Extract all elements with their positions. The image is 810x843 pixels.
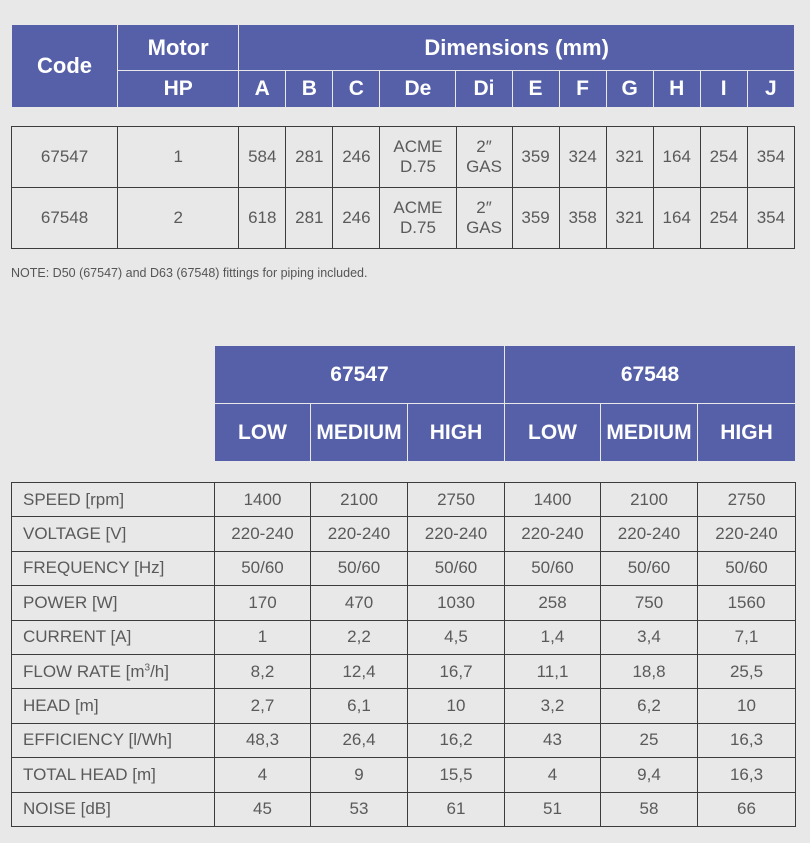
value-cell: 16,7	[408, 654, 505, 688]
value-cell: 50/60	[215, 551, 311, 585]
value-cell: 3,2	[505, 689, 601, 723]
code-cell: 67547	[12, 127, 118, 188]
dim-col-header: G	[606, 71, 653, 108]
speed-header: HIGH	[408, 404, 505, 462]
value-cell: 61	[408, 792, 505, 826]
value-cell: 220-240	[215, 517, 311, 551]
dim-col-header: De	[380, 71, 456, 108]
value-cell: 53	[311, 792, 408, 826]
code-cell: 67548	[12, 188, 118, 249]
value-cell: 2,2	[311, 620, 408, 654]
dim-cell: 2″ GAS	[456, 188, 512, 249]
hp-cell: 2	[118, 188, 239, 249]
table-row	[12, 127, 795, 188]
value-cell: 220-240	[698, 517, 796, 551]
dim-col-header: E	[512, 71, 559, 108]
value-cell: 25,5	[698, 654, 796, 688]
dimensions-header: Dimensions (mm)	[239, 25, 795, 71]
row-label: FLOW RATE $[m^3/h]$	[12, 654, 215, 688]
value-cell: 48,3	[215, 723, 311, 757]
value-cell: 58	[601, 792, 698, 826]
dim-cell: 164	[653, 188, 700, 249]
table-row	[12, 586, 796, 620]
dimensions-table-header	[11, 24, 795, 108]
dim-cell: 359	[512, 188, 559, 249]
value-cell: 2100	[601, 483, 698, 517]
value-cell: 1400	[215, 483, 311, 517]
value-cell: 50/60	[408, 551, 505, 585]
dim-cell: 246	[333, 188, 380, 249]
value-cell: 6,1	[311, 689, 408, 723]
speed-header: LOW	[505, 404, 601, 462]
table-row	[12, 792, 796, 826]
value-cell: 220-240	[601, 517, 698, 551]
row-label: VOLTAGE [V]	[12, 517, 215, 551]
value-cell: 18,8	[601, 654, 698, 688]
dim-cell: 164	[653, 127, 700, 188]
speed-header: MEDIUM	[601, 404, 698, 462]
dim-cell: 2″ GAS	[456, 127, 512, 188]
value-cell: 45	[215, 792, 311, 826]
dim-cell: 321	[606, 188, 653, 249]
value-cell: 25	[601, 723, 698, 757]
motor-header: Motor	[118, 25, 239, 71]
speed-header: LOW	[215, 404, 311, 462]
value-cell: 2750	[408, 483, 505, 517]
row-label: EFFICIENCY [l/Wh]	[12, 723, 215, 757]
value-cell: 10	[698, 689, 796, 723]
table-row	[12, 620, 796, 654]
dim-cell: ACME D.75	[380, 127, 456, 188]
value-cell: 220-240	[311, 517, 408, 551]
dim-col-header: H	[653, 71, 700, 108]
value-cell: 1400	[505, 483, 601, 517]
value-cell: 2,7	[215, 689, 311, 723]
value-cell: 16,2	[408, 723, 505, 757]
value-cell: 26,4	[311, 723, 408, 757]
value-cell: 50/60	[601, 551, 698, 585]
value-cell: 9	[311, 758, 408, 792]
dim-cell: 246	[333, 127, 380, 188]
row-label: TOTAL HEAD [m]	[12, 758, 215, 792]
dim-col-header: Di	[456, 71, 512, 108]
dim-cell: 321	[606, 127, 653, 188]
value-cell: 11,1	[505, 654, 601, 688]
value-cell: 1030	[408, 586, 505, 620]
table-row	[12, 689, 796, 723]
dim-cell: 354	[747, 188, 794, 249]
model-header: 67548	[505, 346, 796, 404]
model-header: 67547	[215, 346, 505, 404]
dim-cell: 254	[700, 127, 747, 188]
value-cell: 15,5	[408, 758, 505, 792]
value-cell: 4,5	[408, 620, 505, 654]
row-label: POWER [W]	[12, 586, 215, 620]
value-cell: 8,2	[215, 654, 311, 688]
footnote: NOTE: D50 (67547) and D63 (67548) fittings for piping included.	[11, 266, 368, 280]
value-cell: 50/60	[505, 551, 601, 585]
speed-header: HIGH	[698, 404, 796, 462]
row-label: HEAD [m]	[12, 689, 215, 723]
value-cell: 2100	[311, 483, 408, 517]
value-cell: 6,2	[601, 689, 698, 723]
table-row	[12, 551, 796, 585]
table-row	[12, 188, 795, 249]
value-cell: 1560	[698, 586, 796, 620]
value-cell: 50/60	[311, 551, 408, 585]
row-label: NOISE [dB]	[12, 792, 215, 826]
value-cell: 220-240	[408, 517, 505, 551]
value-cell: 1	[215, 620, 311, 654]
dim-col-header: F	[559, 71, 606, 108]
dim-cell: 354	[747, 127, 794, 188]
value-cell: 51	[505, 792, 601, 826]
value-cell: 1,4	[505, 620, 601, 654]
table-row	[12, 723, 796, 757]
code-header: Code	[12, 25, 118, 108]
hp-header: HP	[118, 71, 239, 108]
dim-cell: 584	[239, 127, 286, 188]
value-cell: 16,3	[698, 723, 796, 757]
value-cell: 3,4	[601, 620, 698, 654]
dimensions-table-body	[11, 126, 795, 249]
speed-header: MEDIUM	[311, 404, 408, 462]
value-cell: 750	[601, 586, 698, 620]
value-cell: 4	[505, 758, 601, 792]
value-cell: 258	[505, 586, 601, 620]
value-cell: 66	[698, 792, 796, 826]
value-cell: 16,3	[698, 758, 796, 792]
row-label: SPEED [rpm]	[12, 483, 215, 517]
value-cell: 4	[215, 758, 311, 792]
value-cell: 50/60	[698, 551, 796, 585]
dim-cell: 359	[512, 127, 559, 188]
table-row	[12, 758, 796, 792]
dim-cell: 254	[700, 188, 747, 249]
table-row	[12, 654, 796, 688]
value-cell: 10	[408, 689, 505, 723]
value-cell: 43	[505, 723, 601, 757]
value-cell: 470	[311, 586, 408, 620]
dim-col-header: C	[333, 71, 380, 108]
table-row	[12, 517, 796, 551]
performance-table-body	[11, 482, 796, 827]
row-label: FREQUENCY [Hz]	[12, 551, 215, 585]
dim-cell: ACME D.75	[380, 188, 456, 249]
value-cell: 220-240	[505, 517, 601, 551]
dim-cell: 324	[559, 127, 606, 188]
dim-cell: 358	[559, 188, 606, 249]
dim-col-header: A	[239, 71, 286, 108]
dim-cell: 281	[286, 188, 333, 249]
value-cell: 170	[215, 586, 311, 620]
dim-col-header: B	[286, 71, 333, 108]
hp-cell: 1	[118, 127, 239, 188]
row-label: CURRENT [A]	[12, 620, 215, 654]
table-row	[12, 483, 796, 517]
value-cell: 9,4	[601, 758, 698, 792]
performance-table-header	[214, 345, 796, 462]
value-cell: 12,4	[311, 654, 408, 688]
dim-cell: 281	[286, 127, 333, 188]
value-cell: 2750	[698, 483, 796, 517]
dim-cell: 618	[239, 188, 286, 249]
value-cell: 7,1	[698, 620, 796, 654]
dim-col-header: J	[747, 71, 794, 108]
dim-col-header: I	[700, 71, 747, 108]
